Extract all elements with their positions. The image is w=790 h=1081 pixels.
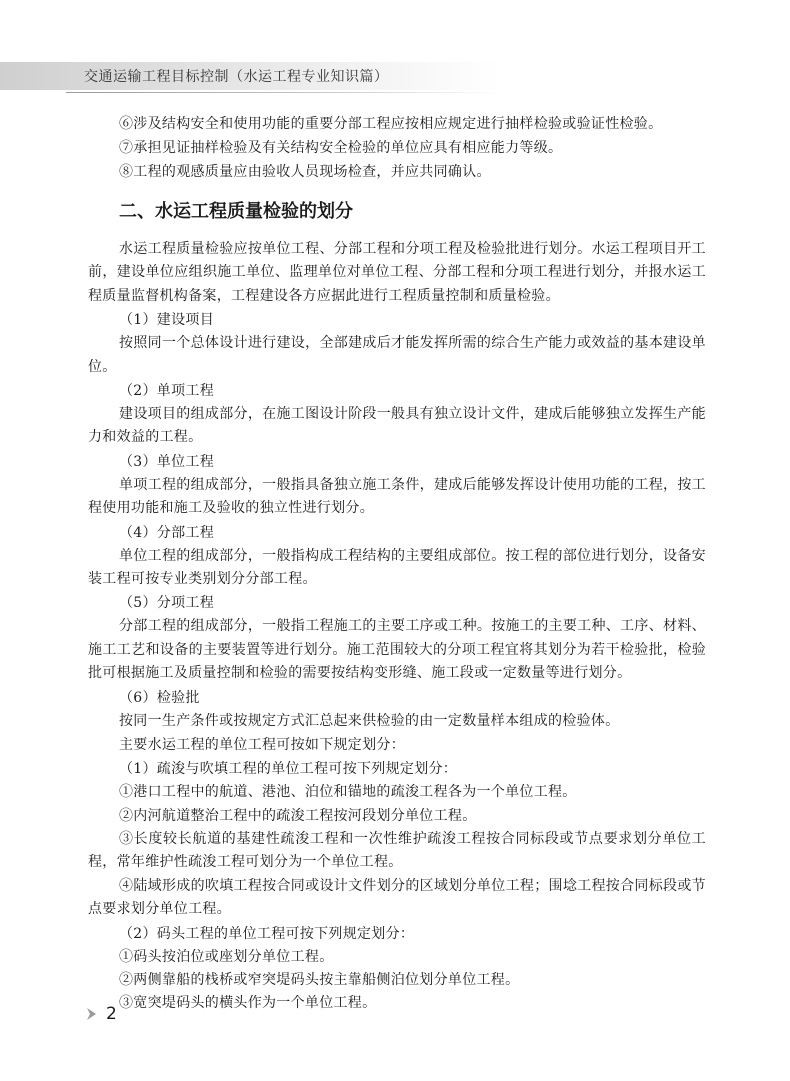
list-item: ⑧工程的观感质量应由验收人员现场检查，并应共同确认。: [119, 164, 491, 180]
term-title: （4）分部工程: [119, 524, 215, 541]
term-title: （3）单位工程: [119, 453, 215, 470]
term-title: （6）检验批: [119, 689, 200, 706]
section-heading: 二、水运工程质量检验的划分: [119, 201, 353, 222]
list-item: ④陆域形成的吹填工程按合同或设计文件划分的区域划分单位工程；围埝工程按合同标段或节点要求划分单位工程。: [88, 877, 706, 918]
term-title: （2）单项工程: [119, 383, 215, 400]
page-number: 2: [106, 1004, 117, 1024]
wharf-title: （2）码头工程的单位工程可按下列规定划分：: [119, 925, 415, 942]
list-item: ⑥涉及结构安全和使用功能的重要分部工程应按相应规定进行抽样检验或验证性检验。: [119, 116, 663, 132]
list-item: ③宽突堤码头的横头作为一个单位工程。: [119, 995, 377, 1012]
page-body: [88, 112, 706, 1016]
list-item: ②内河航道整治工程中的疏浚工程按河段划分单位工程。: [119, 807, 477, 824]
term-title: （5）分项工程: [119, 595, 215, 612]
list-item: ①港口工程中的航道、港池、泊位和锚地的疏浚工程各为一个单位工程。: [119, 784, 577, 801]
page-footer: [84, 1004, 117, 1024]
division-intro: 主要水运工程的单位工程可按如下规定划分：: [119, 737, 405, 754]
running-header: 交通运输工程目标控制（水运工程专业知识篇）: [84, 69, 389, 85]
dredging-title: （1）疏浚与吹填工程的单位工程可按下列规定划分：: [119, 761, 458, 778]
list-item: ①码头按泊位或座划分单位工程。: [119, 948, 334, 965]
term-definition: 按照同一个总体设计进行建设，全部建成后才能发挥所需的综合生产能力或效益的基本建设单位。: [88, 335, 706, 375]
section-intro-paragraph: 水运工程质量检验应按单位工程、分部工程和分项工程及检验批进行划分。水运工程项目开工前，建设单位应组织施工单位、监理单位对单位工程、分部工程和分项工程进行划分，并报水运工程质量监督机构备案，工程建设各方应据此进行工程质量控制和质量检验。: [88, 241, 706, 304]
chevron-right-icon: [84, 1006, 100, 1022]
term-title: （1）建设项目: [119, 312, 215, 329]
list-item: ②两侧靠船的栈桥或窄突堤码头按主靠船侧泊位划分单位工程。: [119, 971, 520, 988]
term-definition: 建设项目的组成部分，在施工图设计阶段一般具有独立设计文件，建成后能够独立发挥生产能力和效益的工程。: [88, 406, 706, 446]
term-definition: 单项工程的组成部分，一般指具备独立施工条件，建成后能够发挥设计使用功能的工程，按工程使用功能和施工及验收的独立性进行划分。: [88, 476, 706, 517]
list-item: ③长度较长航道的基建性疏浚工程和一次性维护疏浚工程按合同标段或节点要求划分单位工程，常年维护性疏浚工程可划分为一个单位工程。: [88, 830, 706, 871]
term-definition: 按同一生产条件或按规定方式汇总起来供检验的由一定数量样本组成的检验体。: [119, 712, 620, 729]
term-definition: 分部工程的组成部分，一般指工程施工的主要工序或工种。按施工的主要工种、工序、材料、施工工艺和设备的主要装置等进行划分。施工范围较大的分项工程宜将其划分为若干检验批，检验批可根据施工及质量控制和检验的需要按结构变形缝、施工段或一定数量等进行划分。: [88, 618, 706, 682]
list-item: ⑦承担见证抽样检验及有关结构安全检验的单位应具有相应能力等级。: [119, 140, 563, 156]
term-definition: 单位工程的组成部分，一般指构成工程结构的主要组成部位。按工程的部位进行划分，设备安装工程可按专业类别划分分部工程。: [88, 547, 706, 588]
header-divider: [66, 92, 500, 93]
